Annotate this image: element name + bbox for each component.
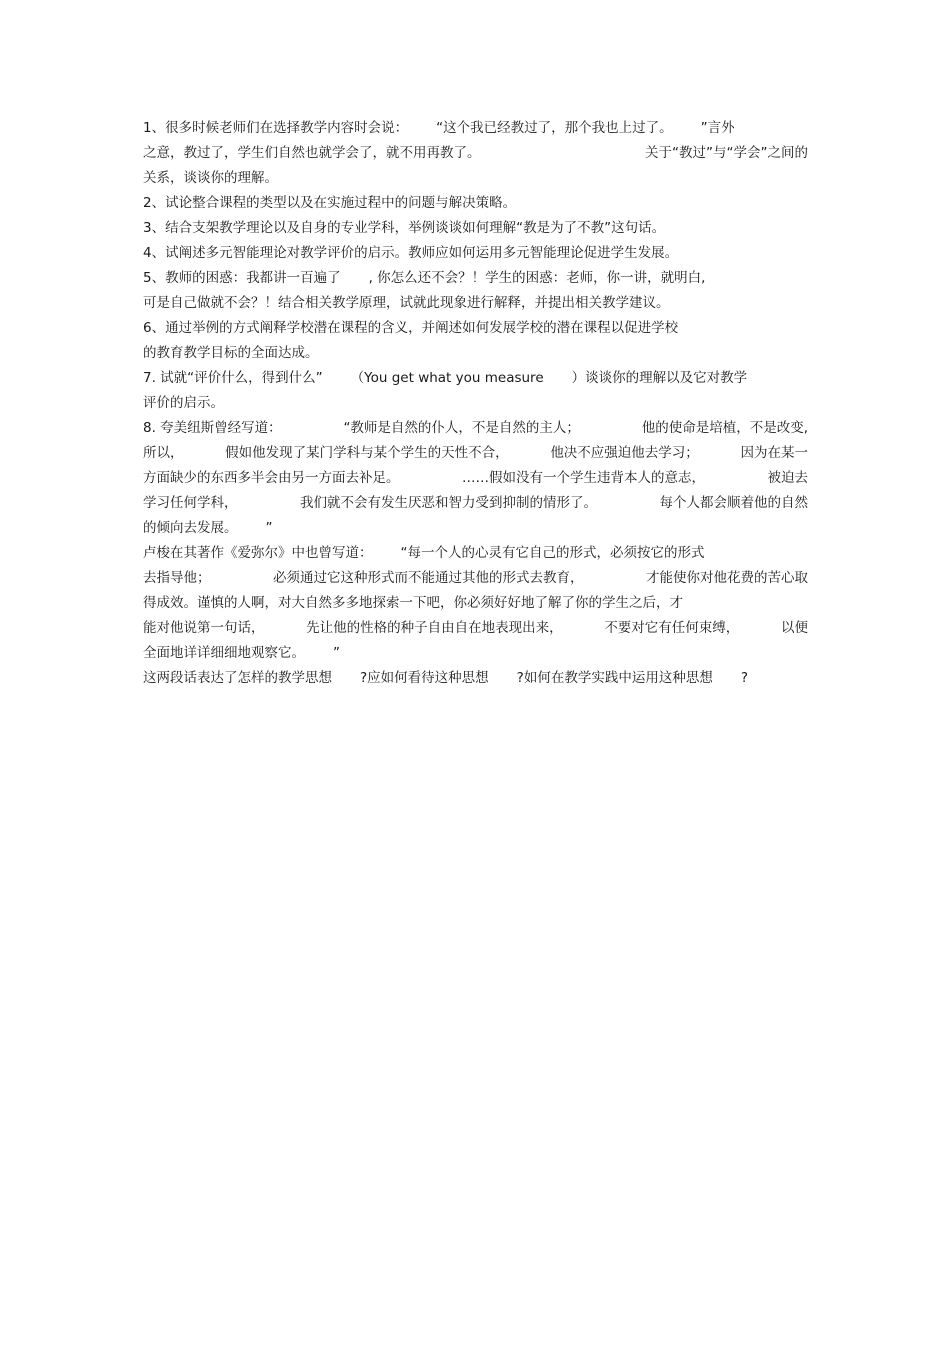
text-segment: 他决不应强迫他去学习；: [550, 445, 699, 461]
text-segment: 评价的启示。: [143, 395, 224, 411]
text-segment: 去指导他；: [143, 570, 211, 586]
question-q7: [143, 366, 808, 416]
text-segment: ……假如没有一个学生违背本人的意志，: [462, 470, 705, 486]
text-segment: 这两段话表达了怎样的教学思想: [143, 670, 332, 686]
text-segment: 他的使命是培植，不是改变,: [641, 420, 808, 436]
text-segment: 得成效。谨慎的人啊，对大自然多多地探索一下吧，你必须好好地了解了你的学生之后，才: [143, 595, 683, 611]
text-line: [143, 241, 808, 266]
text-segment: （You get what you measure: [350, 370, 544, 386]
text-line: [143, 541, 808, 566]
text-line: [143, 141, 808, 166]
text-line: [143, 166, 808, 191]
text-segment: 必须通过它这种形式而不能通过其他的形式去教育，: [273, 570, 584, 586]
text-segment: 能对他说第一句话，: [143, 620, 265, 636]
text-segment: 3、结合支架教学理论以及自身的专业学科，举例谈谈如何理解“教是为了不教”这句话。: [143, 220, 666, 236]
question-q4: [143, 241, 808, 266]
text-segment: 8. 夸美纽斯曾经写道：: [143, 420, 282, 436]
text-segment: 方面缺少的东西多半会由另一方面去补足。: [143, 470, 400, 486]
text-line: [143, 516, 808, 541]
text-segment: 4、试阐述多元智能理论对教学评价的启示。教师应如何运用多元智能理论促进学生发展。: [143, 245, 679, 261]
question-q2: [143, 191, 808, 216]
question-list: [143, 116, 808, 691]
text-segment: ”: [333, 645, 340, 661]
text-segment: 被迫去: [767, 470, 808, 486]
text-segment: 因为在某一: [740, 445, 808, 461]
text-segment: 之意，教过了，学生们自然也就学会了，就不用再教了。: [143, 145, 481, 161]
text-line: [143, 566, 808, 591]
text-segment: 可是自己做就不会？！结合相关教学原理，试就此现象进行解释，并提出相关教学建议。: [143, 295, 670, 311]
text-segment: ”言外: [700, 120, 735, 136]
text-segment: 先让他的性格的种子自由自在地表现出来，: [306, 620, 563, 636]
text-line: [143, 316, 808, 341]
question-q5: [143, 266, 808, 316]
text-segment: 不要对它有任何束缚，: [604, 620, 740, 636]
text-segment: 以便: [780, 620, 808, 636]
text-line: [143, 641, 808, 666]
text-segment: 所以，: [143, 445, 184, 461]
text-segment: 全面地详详细细地观察它。: [143, 645, 305, 661]
text-line: [143, 266, 808, 291]
text-segment: , 你怎么还不会？！学生的困惑：老师，你一讲，就明白,: [368, 270, 706, 286]
text-line: [143, 591, 808, 616]
text-segment: 卢梭在其著作《爱弥尔》中也曾写道：: [143, 545, 373, 561]
text-segment: 学习任何学科，: [143, 495, 238, 511]
text-line: [143, 466, 808, 491]
text-segment: 5、教师的困惑：我都讲一百遍了: [143, 270, 341, 286]
text-line: [143, 341, 808, 366]
question-q6: [143, 316, 808, 366]
text-line: [143, 666, 808, 691]
text-segment: 关于“教过”与“学会”之间的: [645, 145, 808, 161]
text-line: [143, 366, 808, 391]
question-q8: [143, 416, 808, 691]
text-segment: “每一个人的心灵有它自己的形式，必须按它的形式: [400, 545, 705, 561]
text-segment: 6、通过举例的方式阐释学校潜在课程的含义，并阐述如何发展学校的潜在课程以促进学校: [143, 320, 679, 336]
text-segment: “这个我已经教过了，那个我也上过了。: [436, 120, 673, 136]
text-line: [143, 216, 808, 241]
text-line: [143, 616, 808, 641]
text-line: [143, 491, 808, 516]
text-segment: ?: [740, 670, 749, 686]
text-segment: 关系，谈谈你的理解。: [143, 170, 278, 186]
question-q3: [143, 216, 808, 241]
text-segment: ?应如何看待这种思想: [360, 670, 489, 686]
text-segment: 才能使你对他花费的苦心取: [646, 570, 808, 586]
text-segment: ?如何在教学实践中运用这种思想: [516, 670, 713, 686]
text-line: [143, 116, 808, 141]
text-line: [143, 191, 808, 216]
text-line: [143, 441, 808, 466]
text-segment: ”: [265, 520, 273, 536]
text-line: [143, 416, 808, 441]
text-segment: 的倾向去发展。: [143, 520, 238, 536]
question-q1: [143, 116, 808, 191]
text-segment: ）谈谈你的理解以及它对教学: [571, 370, 748, 386]
text-segment: 7. 试就“评价什么，得到什么”: [143, 370, 323, 386]
text-segment: 假如他发现了某门学科与某个学生的天性不合，: [225, 445, 509, 461]
text-segment: 的教育教学目标的全面达成。: [143, 345, 319, 361]
text-segment: 1、很多时候老师们在选择教学内容时会说：: [143, 120, 409, 136]
text-line: [143, 291, 808, 316]
text-line: [143, 391, 808, 416]
text-segment: “教师是自然的仆人，不是自然的主人；: [343, 420, 580, 436]
text-segment: 每个人都会顺着他的自然: [659, 495, 808, 511]
text-segment: 我们就不会有发生厌恶和智力受到抑制的情形了。: [300, 495, 597, 511]
text-segment: 2、试论整合课程的类型以及在实施过程中的问题与解决策略。: [143, 195, 517, 211]
